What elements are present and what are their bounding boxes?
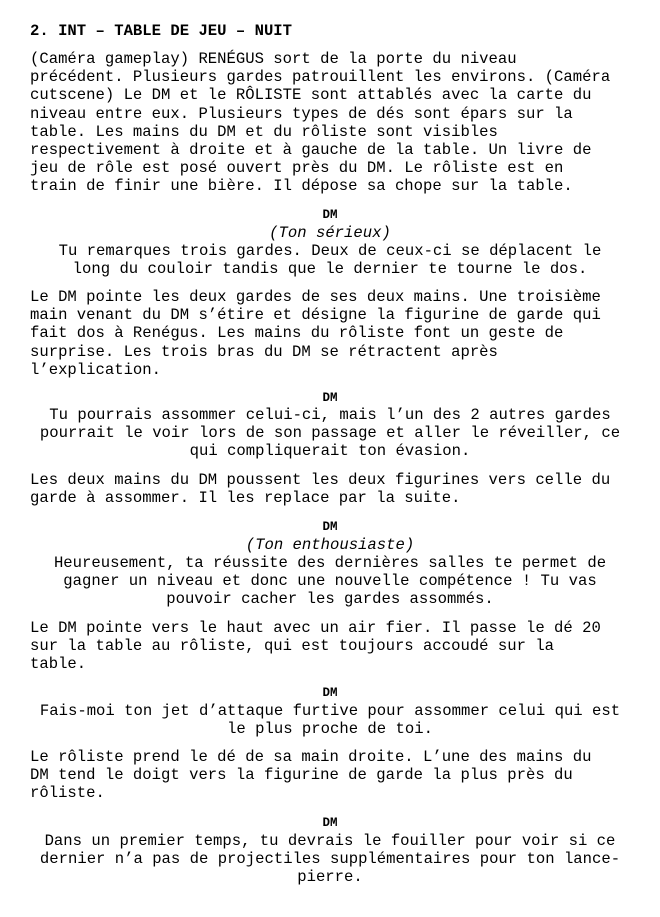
scene-heading: 2. INT – TABLE DE JEU – NUIT xyxy=(30,22,293,40)
character-name: DM xyxy=(322,208,338,222)
character-name: DM xyxy=(322,816,338,830)
character-name: DM xyxy=(322,520,338,534)
character-name: DM xyxy=(322,686,338,700)
parenthetical: (Ton sérieux) xyxy=(269,224,391,242)
action-paragraph: (Caméra gameplay) RENÉGUS sort de la porte du niveau précédent. Plusieurs gardes patrouillent les environs. (Caméra cutscene) Le DM et le RÔLISTE sont attablés avec la carte du niveau entre eux. Plusieurs types de dés sont épars sur la table. Les mains du DM et du rôliste sont visibles respectivement à droite et à gauche de la table. Un livre de jeu de rôle est posé ouvert près du DM. Le rôliste est en train de finir une bière. Il dépose sa chope sur la table. xyxy=(30,50,611,196)
action-paragraph: Le rôliste prend le dé de sa main droite. L’une des mains du DM tend le doigt vers la figurine de garde la plus près du rôliste. xyxy=(30,748,592,803)
dialogue: Tu remarques trois gardes. Deux de ceux-ci se déplacent le long du couloir tandis que le dernier te tourne le dos. xyxy=(58,242,602,279)
action-paragraph: Les deux mains du DM poussent les deux figurines vers celle du garde à assommer. Il les replace par la suite. xyxy=(30,471,611,508)
character-name: DM xyxy=(322,391,338,405)
parenthetical: (Ton enthousiaste) xyxy=(245,536,415,554)
action-paragraph: Le DM pointe les deux gardes de ses deux mains. Une troisième main venant du DM s’étire et désigne la figurine de garde qui fait dos à Renégus. Les mains du rôliste font un geste de surprise. Les trois bras du DM se rétractent après l’explication. xyxy=(30,288,601,379)
dialogue: Fais-moi ton jet d’attaque furtive pour assommer celui qui est le plus proche de toi. xyxy=(39,702,621,739)
dialogue: Tu pourrais assommer celui-ci, mais l’un des 2 autres gardes pourrait le voir lors de son passage et aller le réveiller, ce qui compliquerait ton évasion. xyxy=(39,406,621,461)
dialogue: Heureusement, ta réussite des dernières salles te permet de gagner un niveau et donc une nouvelle compétence ! Tu vas pouvoir cacher les gardes assommés. xyxy=(53,554,607,609)
dialogue: Dans un premier temps, tu devrais le fouiller pour voir si ce dernier n’a pas de projectiles supplémentaires pour ton lance- pierre. xyxy=(39,832,621,887)
action-paragraph: Le DM pointe vers le haut avec un air fier. Il passe le dé 20 sur la table au rôliste, qui est toujours accoudé sur la table. xyxy=(30,619,601,674)
